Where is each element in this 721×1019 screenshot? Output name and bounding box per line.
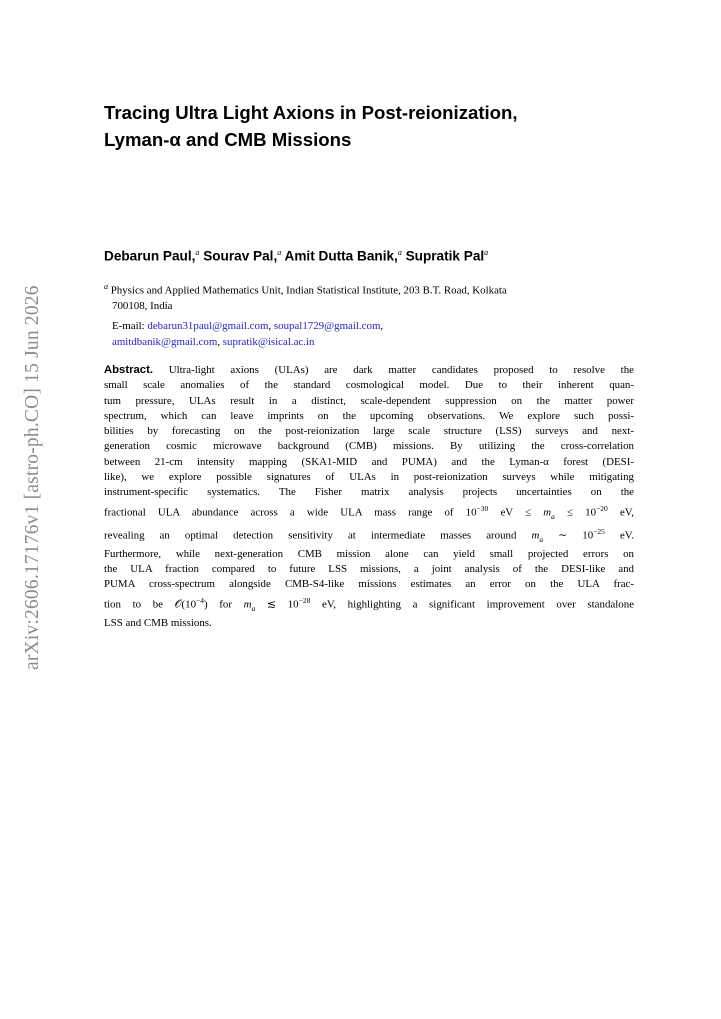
email-label: E-mail: — [112, 320, 145, 332]
affil-mark: a — [484, 248, 489, 257]
author-name: Sourav Pal, — [203, 248, 278, 264]
author-name: Debarun Paul, — [104, 248, 196, 264]
abstract-line: fractional ULA abundance across a wide ULA mass range of $10^{-30}$ eV ≤ $m_a \le 10^{-20}$ eV, — [104, 503, 634, 521]
affil-mark: a — [195, 248, 200, 257]
abstract-line: like), we explore possible signatures of ULAs in post-reionization surveys while mitigating — [104, 471, 634, 484]
abstract-line: small scale anomalies of the standard cosmological model. Due to their inherent quan- — [104, 379, 634, 392]
title-line-1: Tracing Ultra Light Axions in Post-reionization, — [104, 102, 518, 123]
abstract — [104, 363, 634, 631]
abstract-line: revealing an optimal detection sensitivity at intermediate masses around $m_a$ ∼ $10^{-25}$ eV. — [104, 526, 634, 544]
abstract-line: PUMA cross-spectrum alongside CMB-S4-like missions estimates an error on the ULA frac- — [104, 578, 634, 591]
abstract-line: instrument-specific systematics. The Fisher matrix analysis projects uncertainties on the — [104, 486, 634, 499]
paper-title — [104, 99, 624, 153]
email-link[interactable]: debarun31paul@gmail.com — [147, 320, 269, 332]
affil-mark: a — [104, 282, 108, 291]
author-name: Amit Dutta Banik, — [284, 248, 398, 264]
abstract-line: between 21-cm intensity mapping (SKA1-MID and PUMA) and the Lyman-α forest (DESI- — [104, 455, 634, 468]
abstract-line: generation cosmic microwave background (CMB) missions. By utilizing the cross-correlation — [104, 440, 634, 453]
abstract-line: spectrum, which can leave imprints on the upcoming observations. We explore such possi- — [104, 409, 634, 422]
abstract-line: the ULA fraction compared to future LSS missions, a joint analysis of the DESI-like and — [104, 563, 634, 576]
abstract-line: bilities by forecasting on the post-reionization large scale structure (LSS) surveys and next- — [104, 425, 634, 438]
email-link[interactable]: supratik@isical.ac.in — [222, 335, 315, 348]
title-line-2: Lyman-α and CMB Missions — [104, 129, 352, 150]
affiliation — [104, 279, 634, 315]
email-block: E-mail: debarun31paul@gmail.com, soupal1729@gmail.com, amitdbanik@gmail.com, supratik@isical.ac.in — [112, 320, 384, 348]
affiliation-line-1: Physics and Applied Mathematics Unit, Indian Statistical Institute, 203 B.T. Road, Kolkata — [110, 284, 507, 297]
arxiv-identifier: arXiv:2606.17176v1 [astro-ph.CO] 15 Jun 2026 — [22, 285, 43, 670]
email-link[interactable]: amitdbanik@gmail.com — [112, 335, 218, 348]
email-link[interactable]: soupal1729@gmail.com — [273, 320, 381, 332]
abstract-heading: Abstract. — [104, 364, 153, 376]
abstract-line: LSS and CMB missions. — [104, 616, 212, 629]
author-name: Supratik Pal — [405, 248, 485, 264]
abstract-line: Furthermore, while next-generation CMB mission alone can yield small projected errors on — [104, 547, 634, 560]
abstract-line: tum pressure, ULAs result in a distinct, scale-dependent suppression on the matter power — [104, 394, 634, 407]
affiliation-line-2: 700108, India — [112, 300, 173, 313]
author-list — [104, 248, 644, 264]
affil-mark: a — [277, 248, 282, 257]
abstract-line: tion to be $𝒪(10^{-4})$ for $m_a$ ≲ $10^{-28}$ eV, highlighting a significant improvement over standalone — [104, 595, 634, 613]
abstract-line: Ultra-light axions (ULAs) are dark matter candidates proposed to resolve the — [168, 364, 634, 376]
affil-mark: a — [397, 248, 402, 257]
